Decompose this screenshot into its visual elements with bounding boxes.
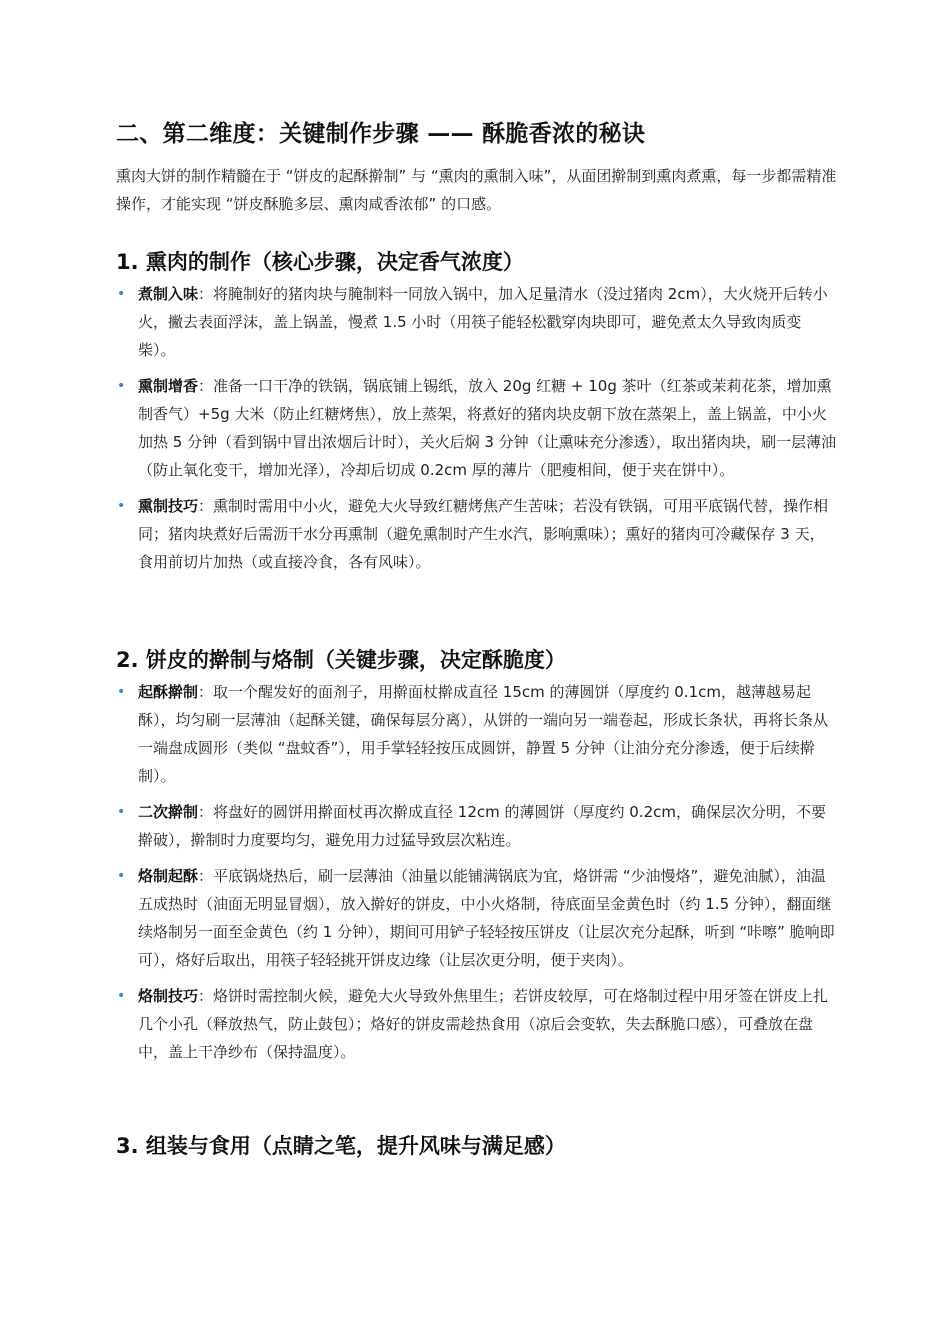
subsection-heading: 1. 熏肉的制作（核心步骤，决定香气浓度）	[116, 250, 524, 274]
list-item	[116, 798, 838, 854]
step-text: ：熏制时需用中小火，避免大火导致红糖烤焦产生苦味；若没有铁锅，可用平底锅代替，操作相同；猪肉块煮好后需沥干水分再熏制（避免熏制时产生水汽，影响熏味）；熏好的猪肉可冷藏保存 3 天，食用前切片加热（或直接冷食，各有风味）。	[138, 497, 829, 571]
bullet-icon: •	[117, 868, 126, 884]
step-list	[116, 678, 838, 1066]
step-term: 二次擀制	[138, 803, 199, 821]
list-item	[116, 982, 838, 1066]
list-item	[116, 372, 838, 484]
list-item	[116, 678, 838, 790]
subsection-heading: 2. 饼皮的擀制与烙制（关键步骤，决定酥脆度）	[116, 648, 566, 672]
step-term: 煮制入味	[138, 285, 199, 303]
list-item	[116, 492, 838, 576]
list-item	[116, 862, 838, 974]
document-page	[116, 114, 838, 1158]
bullet-icon: •	[117, 378, 126, 394]
step-term: 熏制技巧	[138, 497, 199, 515]
bullet-icon: •	[117, 804, 126, 820]
intro-paragraph: 熏肉大饼的制作精髓在于 “饼皮的起酥擀制” 与 “熏肉的熏制入味”，从面团擀制到熏肉煮熏，每一步都需精准操作，才能实现 “饼皮酥脆多层、熏肉咸香浓郁” 的口感。	[116, 167, 837, 213]
bullet-icon: •	[117, 988, 126, 1004]
subsection-smoked-meat	[116, 244, 838, 576]
step-text: ：将腌制好的猪肉块与腌制料一同放入锅中，加入足量清水（没过猪肉 2cm），大火烧开后转小火，撇去表面浮沫，盖上锅盖，慢煮 1.5 小时（用筷子能轻松戳穿肉块即可，避免煮太久导致肉质变柴）。	[138, 285, 828, 359]
step-text: ：烙饼时需控制火候，避免大火导致外焦里生；若饼皮较厚，可在烙制过程中用牙签在饼皮上扎几个小孔（释放热气，防止鼓包）；烙好的饼皮需趁热食用（凉后会变软，失去酥脆口感），可叠放在盘中，盖上干净纱布（保持温度）。	[138, 987, 829, 1061]
step-term: 烙制起酥	[138, 867, 199, 885]
step-term: 起酥擀制	[138, 683, 199, 701]
step-text: ：准备一口干净的铁锅，锅底铺上锡纸，放入 20g 红糖 + 10g 茶叶（红茶或茉莉花茶，增加熏制香气）+5g 大米（防止红糖烤焦），放上蒸架，将煮好的猪肉块皮朝下放在蒸架上，盖上锅盖，中小火加热 5 分钟（看到锅中冒出浓烟后计时），关火后焖 3 分钟（让熏味充分渗透），取出猪肉块，刷一层薄油（防止氧化变干，增加光泽），冷却后切成 0.2cm 厚的薄片（肥瘦相间，便于夹在饼中）。	[138, 377, 837, 479]
subsection-heading: 3. 组装与食用（点睛之笔，提升风味与满足感）	[116, 1134, 566, 1158]
bullet-icon: •	[117, 286, 126, 302]
step-text: ：平底锅烧热后，刷一层薄油（油量以能铺满锅底为宜，烙饼需 “少油慢烙”，避免油腻），油温五成热时（油面无明显冒烟），放入擀好的饼皮，中小火烙制，待底面呈金黄色时（约 1.5 分钟），翻面继续烙制另一面至金黄色（约 1 分钟），期间可用铲子轻轻按压饼皮（让层次充分起酥，听到 “咔嚓” 脆响即可），烙好后取出，用筷子轻轻挑开饼皮边缘（让层次更分明，便于夹肉）。	[138, 867, 835, 969]
step-text: ：将盘好的圆饼用擀面杖再次擀成直径 12cm 的薄圆饼（厚度约 0.2cm，确保层次分明，不要擀破），擀制时力度要均匀，避免用力过猛导致层次粘连。	[138, 803, 826, 849]
list-item	[116, 280, 838, 364]
step-text: ：取一个醒发好的面剂子，用擀面杖擀成直径 15cm 的薄圆饼（厚度约 0.1cm，越薄越易起酥），均匀刷一层薄油（起酥关键，确保每层分离），从饼的一端向另一端卷起，形成长条状，再将长条从一端盘成圆形（类似 “盘蚊香”），用手掌轻轻按压成圆饼，静置 5 分钟（让油分充分渗透，便于后续擀制）。	[138, 683, 829, 785]
step-list	[116, 280, 838, 576]
step-term: 烙制技巧	[138, 987, 199, 1005]
bullet-icon: •	[117, 684, 126, 700]
step-term: 熏制增香	[138, 377, 199, 395]
section-title: 二、第二维度：关键制作步骤 —— 酥脆香浓的秘诀	[116, 121, 646, 147]
subsection-assembly	[116, 1128, 566, 1164]
bullet-icon: •	[117, 498, 126, 514]
subsection-pancake	[116, 642, 838, 1066]
